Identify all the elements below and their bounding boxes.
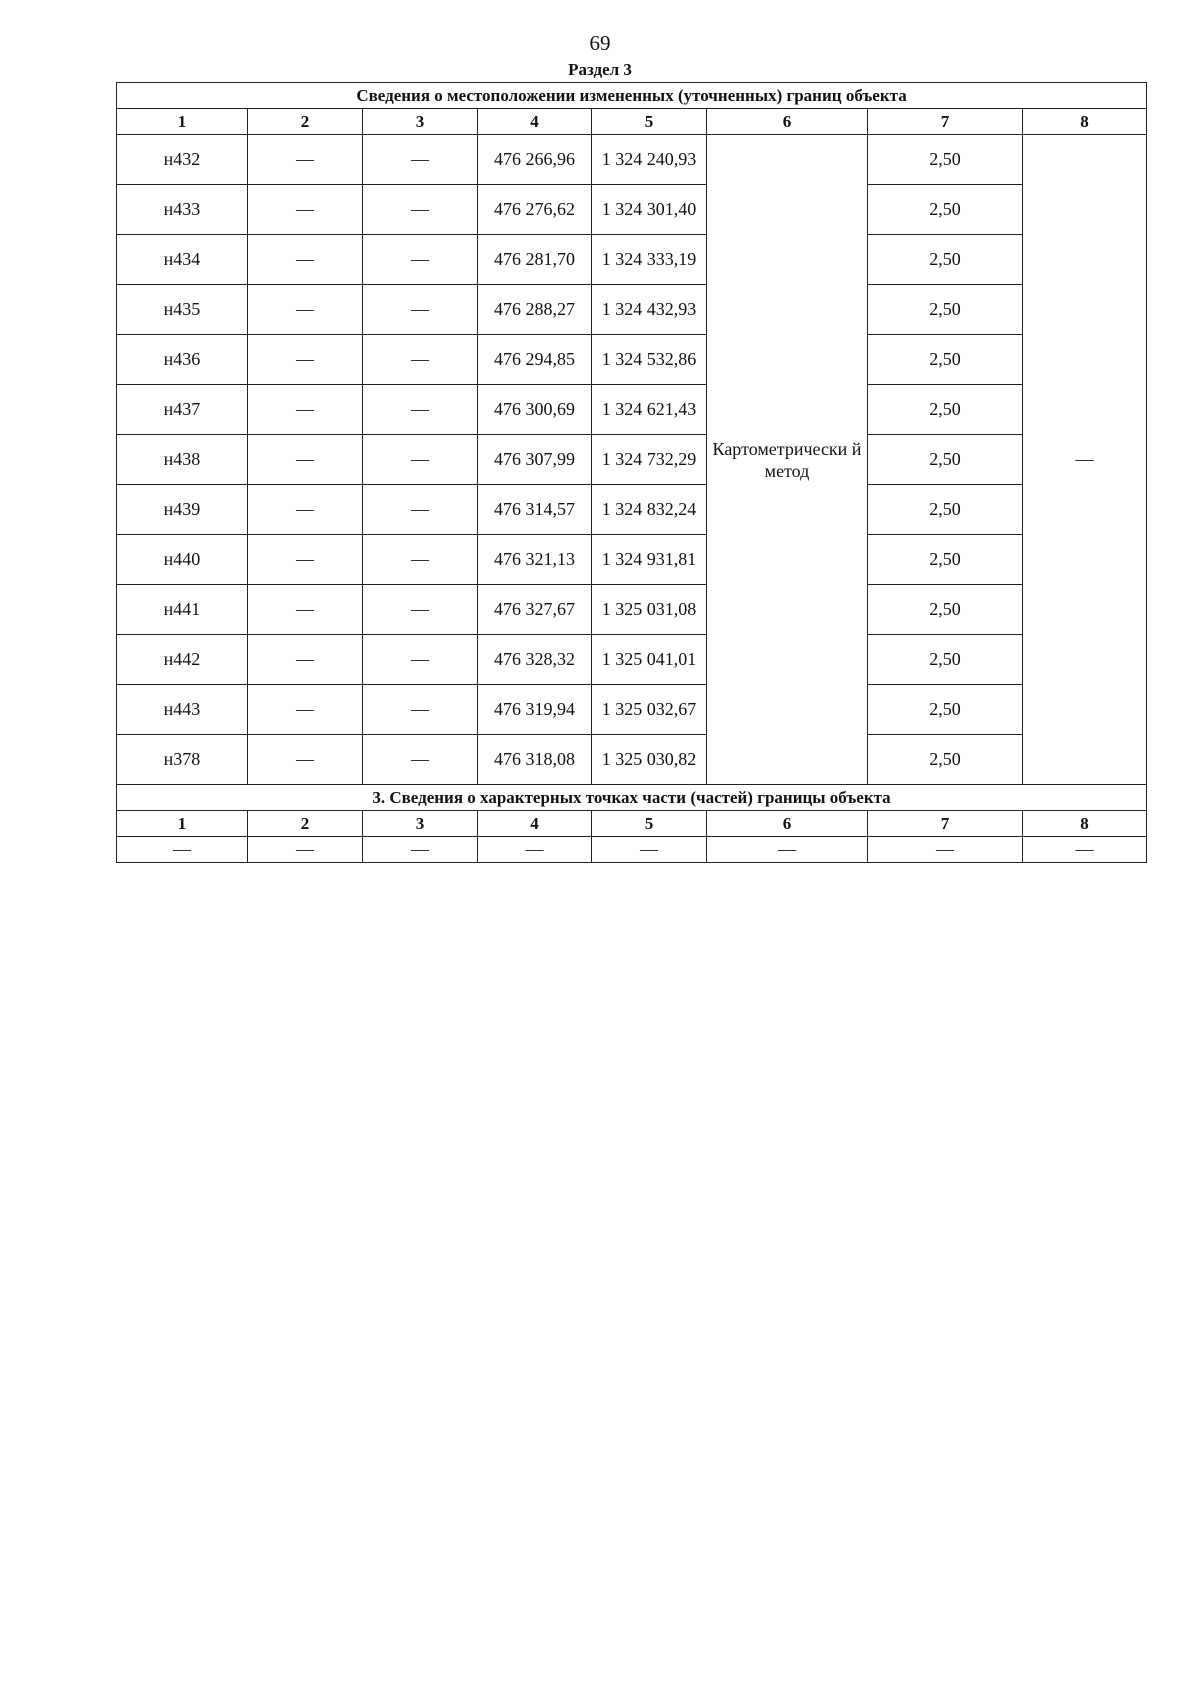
coordinate-y: 1 324 931,81 [592,535,707,585]
boundary-points-table [116,82,1147,863]
cell-col2: — [248,837,363,863]
coordinate-y: 1 324 301,40 [592,185,707,235]
table-caption: Сведения о местоположении измененных (уточненных) границ объекта [117,83,1147,109]
coordinate-x: 476 288,27 [478,285,592,335]
column-header-3: 3 [363,811,478,837]
coordinate-x: 476 321,13 [478,535,592,585]
cell-col3: — [363,435,478,485]
point-name: н437 [117,385,248,435]
cell-col3: — [363,235,478,285]
coordinate-x: 476 314,57 [478,485,592,535]
accuracy: 2,50 [868,635,1023,685]
col8-cell: — [1023,135,1147,785]
coordinate-x: 476 319,94 [478,685,592,735]
accuracy: 2,50 [868,435,1023,485]
cell-col2: — [248,685,363,735]
accuracy: 2,50 [868,735,1023,785]
table-caption-row [117,83,1147,109]
accuracy: 2,50 [868,185,1023,235]
coordinate-x: 476 266,96 [478,135,592,185]
page-number: 69 [589,31,611,55]
section-title: Раздел 3 [568,60,632,79]
coordinate-y: 1 325 030,82 [592,735,707,785]
coordinate-x: 476 318,08 [478,735,592,785]
accuracy: 2,50 [868,585,1023,635]
cell-col1: — [117,837,248,863]
point-name: н443 [117,685,248,735]
table-row [117,385,1147,435]
cell-col2: — [248,735,363,785]
table-row [117,735,1147,785]
cell-col2: — [248,335,363,385]
table-row [117,485,1147,535]
point-name: н378 [117,735,248,785]
point-name: н438 [117,435,248,485]
cell-col2: — [248,185,363,235]
column-header-4: 4 [478,811,592,837]
cell-col2: — [248,485,363,535]
column-header-2: 2 [248,109,363,135]
coordinate-x: 476 294,85 [478,335,592,385]
column-header-4: 4 [478,109,592,135]
cell-col3: — [363,585,478,635]
cell-col2: — [248,385,363,435]
cell-col7: — [868,837,1023,863]
accuracy: 2,50 [868,335,1023,385]
column-header-8: 8 [1023,811,1147,837]
point-name: н442 [117,635,248,685]
table-row [117,837,1147,863]
column-header-7: 7 [868,109,1023,135]
table-row [117,235,1147,285]
point-name: н432 [117,135,248,185]
coordinate-x: 476 300,69 [478,385,592,435]
coordinate-y: 1 324 432,93 [592,285,707,335]
cell-col2: — [248,135,363,185]
coordinate-y: 1 324 240,93 [592,135,707,185]
coordinate-x: 476 281,70 [478,235,592,285]
coordinate-y: 1 324 832,24 [592,485,707,535]
cell-col3: — [363,385,478,435]
point-name: н441 [117,585,248,635]
table-row [117,535,1147,585]
accuracy: 2,50 [868,135,1023,185]
accuracy: 2,50 [868,535,1023,585]
coordinate-x: 476 276,62 [478,185,592,235]
cell-col6: — [707,837,868,863]
table2-caption: 3. Сведения о характерных точках части (частей) границы объекта [117,785,1147,811]
table-row [117,185,1147,235]
point-name: н436 [117,335,248,385]
cell-col3: — [363,335,478,385]
cell-col3: — [363,635,478,685]
method-cell: Картометрически й метод [707,135,868,785]
cell-col2: — [248,635,363,685]
cell-col3: — [363,735,478,785]
coordinate-y: 1 324 732,29 [592,435,707,485]
accuracy: 2,50 [868,385,1023,435]
point-name: н434 [117,235,248,285]
table-header-row [117,109,1147,135]
table-row [117,335,1147,385]
cell-col2: — [248,235,363,285]
coordinate-x: 476 327,67 [478,585,592,635]
coordinate-y: 1 324 621,43 [592,385,707,435]
accuracy: 2,50 [868,235,1023,285]
accuracy: 2,50 [868,685,1023,735]
cell-col3: — [363,185,478,235]
cell-col3: — [363,285,478,335]
cell-col8: — [1023,837,1147,863]
cell-col4: — [478,837,592,863]
column-header-7: 7 [868,811,1023,837]
table-row [117,435,1147,485]
table-row [117,635,1147,685]
column-header-1: 1 [117,811,248,837]
point-name: н433 [117,185,248,235]
cell-col2: — [248,535,363,585]
cell-col3: — [363,837,478,863]
coordinate-x: 476 307,99 [478,435,592,485]
column-header-5: 5 [592,109,707,135]
coordinate-y: 1 325 031,08 [592,585,707,635]
cell-col3: — [363,485,478,535]
cell-col3: — [363,685,478,735]
coordinate-y: 1 324 532,86 [592,335,707,385]
table-row [117,585,1147,635]
table-row [117,685,1147,735]
table-row [117,285,1147,335]
coordinate-y: 1 325 041,01 [592,635,707,685]
cell-col2: — [248,435,363,485]
accuracy: 2,50 [868,285,1023,335]
cell-col5: — [592,837,707,863]
cell-col3: — [363,135,478,185]
point-name: н435 [117,285,248,335]
column-header-5: 5 [592,811,707,837]
column-header-6: 6 [707,811,868,837]
cell-col2: — [248,285,363,335]
column-header-6: 6 [707,109,868,135]
coordinate-y: 1 324 333,19 [592,235,707,285]
coordinate-y: 1 325 032,67 [592,685,707,735]
column-header-3: 3 [363,109,478,135]
accuracy: 2,50 [868,485,1023,535]
table-row [117,135,1147,185]
cell-col2: — [248,585,363,635]
table2-caption-row [117,785,1147,811]
coordinate-x: 476 328,32 [478,635,592,685]
cell-col3: — [363,535,478,585]
column-header-2: 2 [248,811,363,837]
point-name: н439 [117,485,248,535]
column-header-8: 8 [1023,109,1147,135]
point-name: н440 [117,535,248,585]
column-header-1: 1 [117,109,248,135]
table2-header-row [117,811,1147,837]
